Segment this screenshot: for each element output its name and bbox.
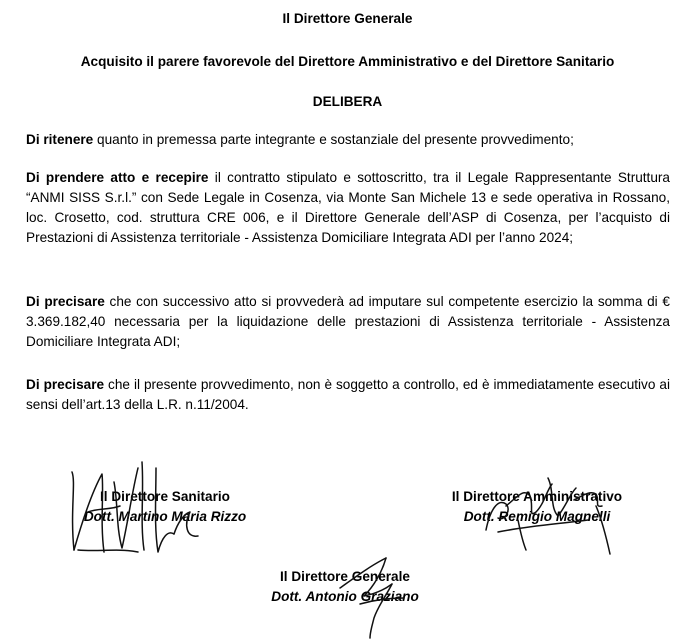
paragraph-lead: Di prendere atto e recepire	[26, 170, 209, 185]
paragraph-text: che con successivo atto si provvederà ad imputare sul competente esercizio la somma di € 3.369.182,40 necessaria per la liquidazione delle prestazioni di Assistenza territoriale - Assistenza Domiciliare Integrata ADI;	[26, 294, 670, 349]
handwritten-signature-sanitario	[58, 452, 208, 562]
paragraph-lead: Di precisare	[26, 294, 105, 309]
paragraph-precisare-controllo	[26, 375, 670, 415]
signatory-role: Il Direttore Generale	[280, 569, 410, 584]
paragraph-lead: Di precisare	[26, 377, 105, 392]
paragraph-lead: Di ritenere	[26, 132, 94, 147]
paragraph-precisare-somma	[26, 292, 670, 352]
document-title: Il Direttore Generale	[282, 11, 413, 26]
signatory-role: Il Direttore Amministrativo	[451, 489, 623, 504]
paragraph-text: quanto in premessa parte integrante e sostanziale del presente provvedimento;	[93, 132, 574, 147]
handwritten-signature-generale	[330, 548, 430, 640]
handwritten-signature-amministrativo	[478, 460, 628, 560]
decision-heading: DELIBERA	[312, 94, 383, 109]
signatory-role: Il Direttore Sanitario	[100, 489, 230, 504]
document-subtitle: Acquisito il parere favorevole del Direttore Amministrativo e del Direttore Sanitario	[80, 54, 615, 69]
signatory-name: Dott. Antonio Graziano	[271, 589, 419, 604]
signatory-name: Dott. Martino Maria Rizzo	[83, 509, 247, 524]
signatory-name: Dott. Remigio Magnelli	[463, 509, 611, 524]
paragraph-text: che il presente provvedimento, non è soggetto a controllo, ed è immediatamente esecutivo ai sensi dell’art.13 della L.R. n.11/2004.	[26, 377, 670, 412]
paragraph-ritenere	[26, 130, 670, 150]
paragraph-text: il contratto stipulato e sottoscritto, tra il Legale Rappresentante Struttura “ANMI SISS S.r.l.” con Sede Legale in Cosenza, via Monte San Michele 13 e sede operativa in Rossano, loc. Crosetto, cod. struttura CRE 006, e il Direttore Generale dell’ASP di Cosenza, per l’acquisto di Prestazioni di Assistenza territoriale - Assistenza Domiciliare Integrata ADI per l’anno 2024;	[26, 170, 670, 245]
paragraph-recepire	[26, 168, 670, 248]
